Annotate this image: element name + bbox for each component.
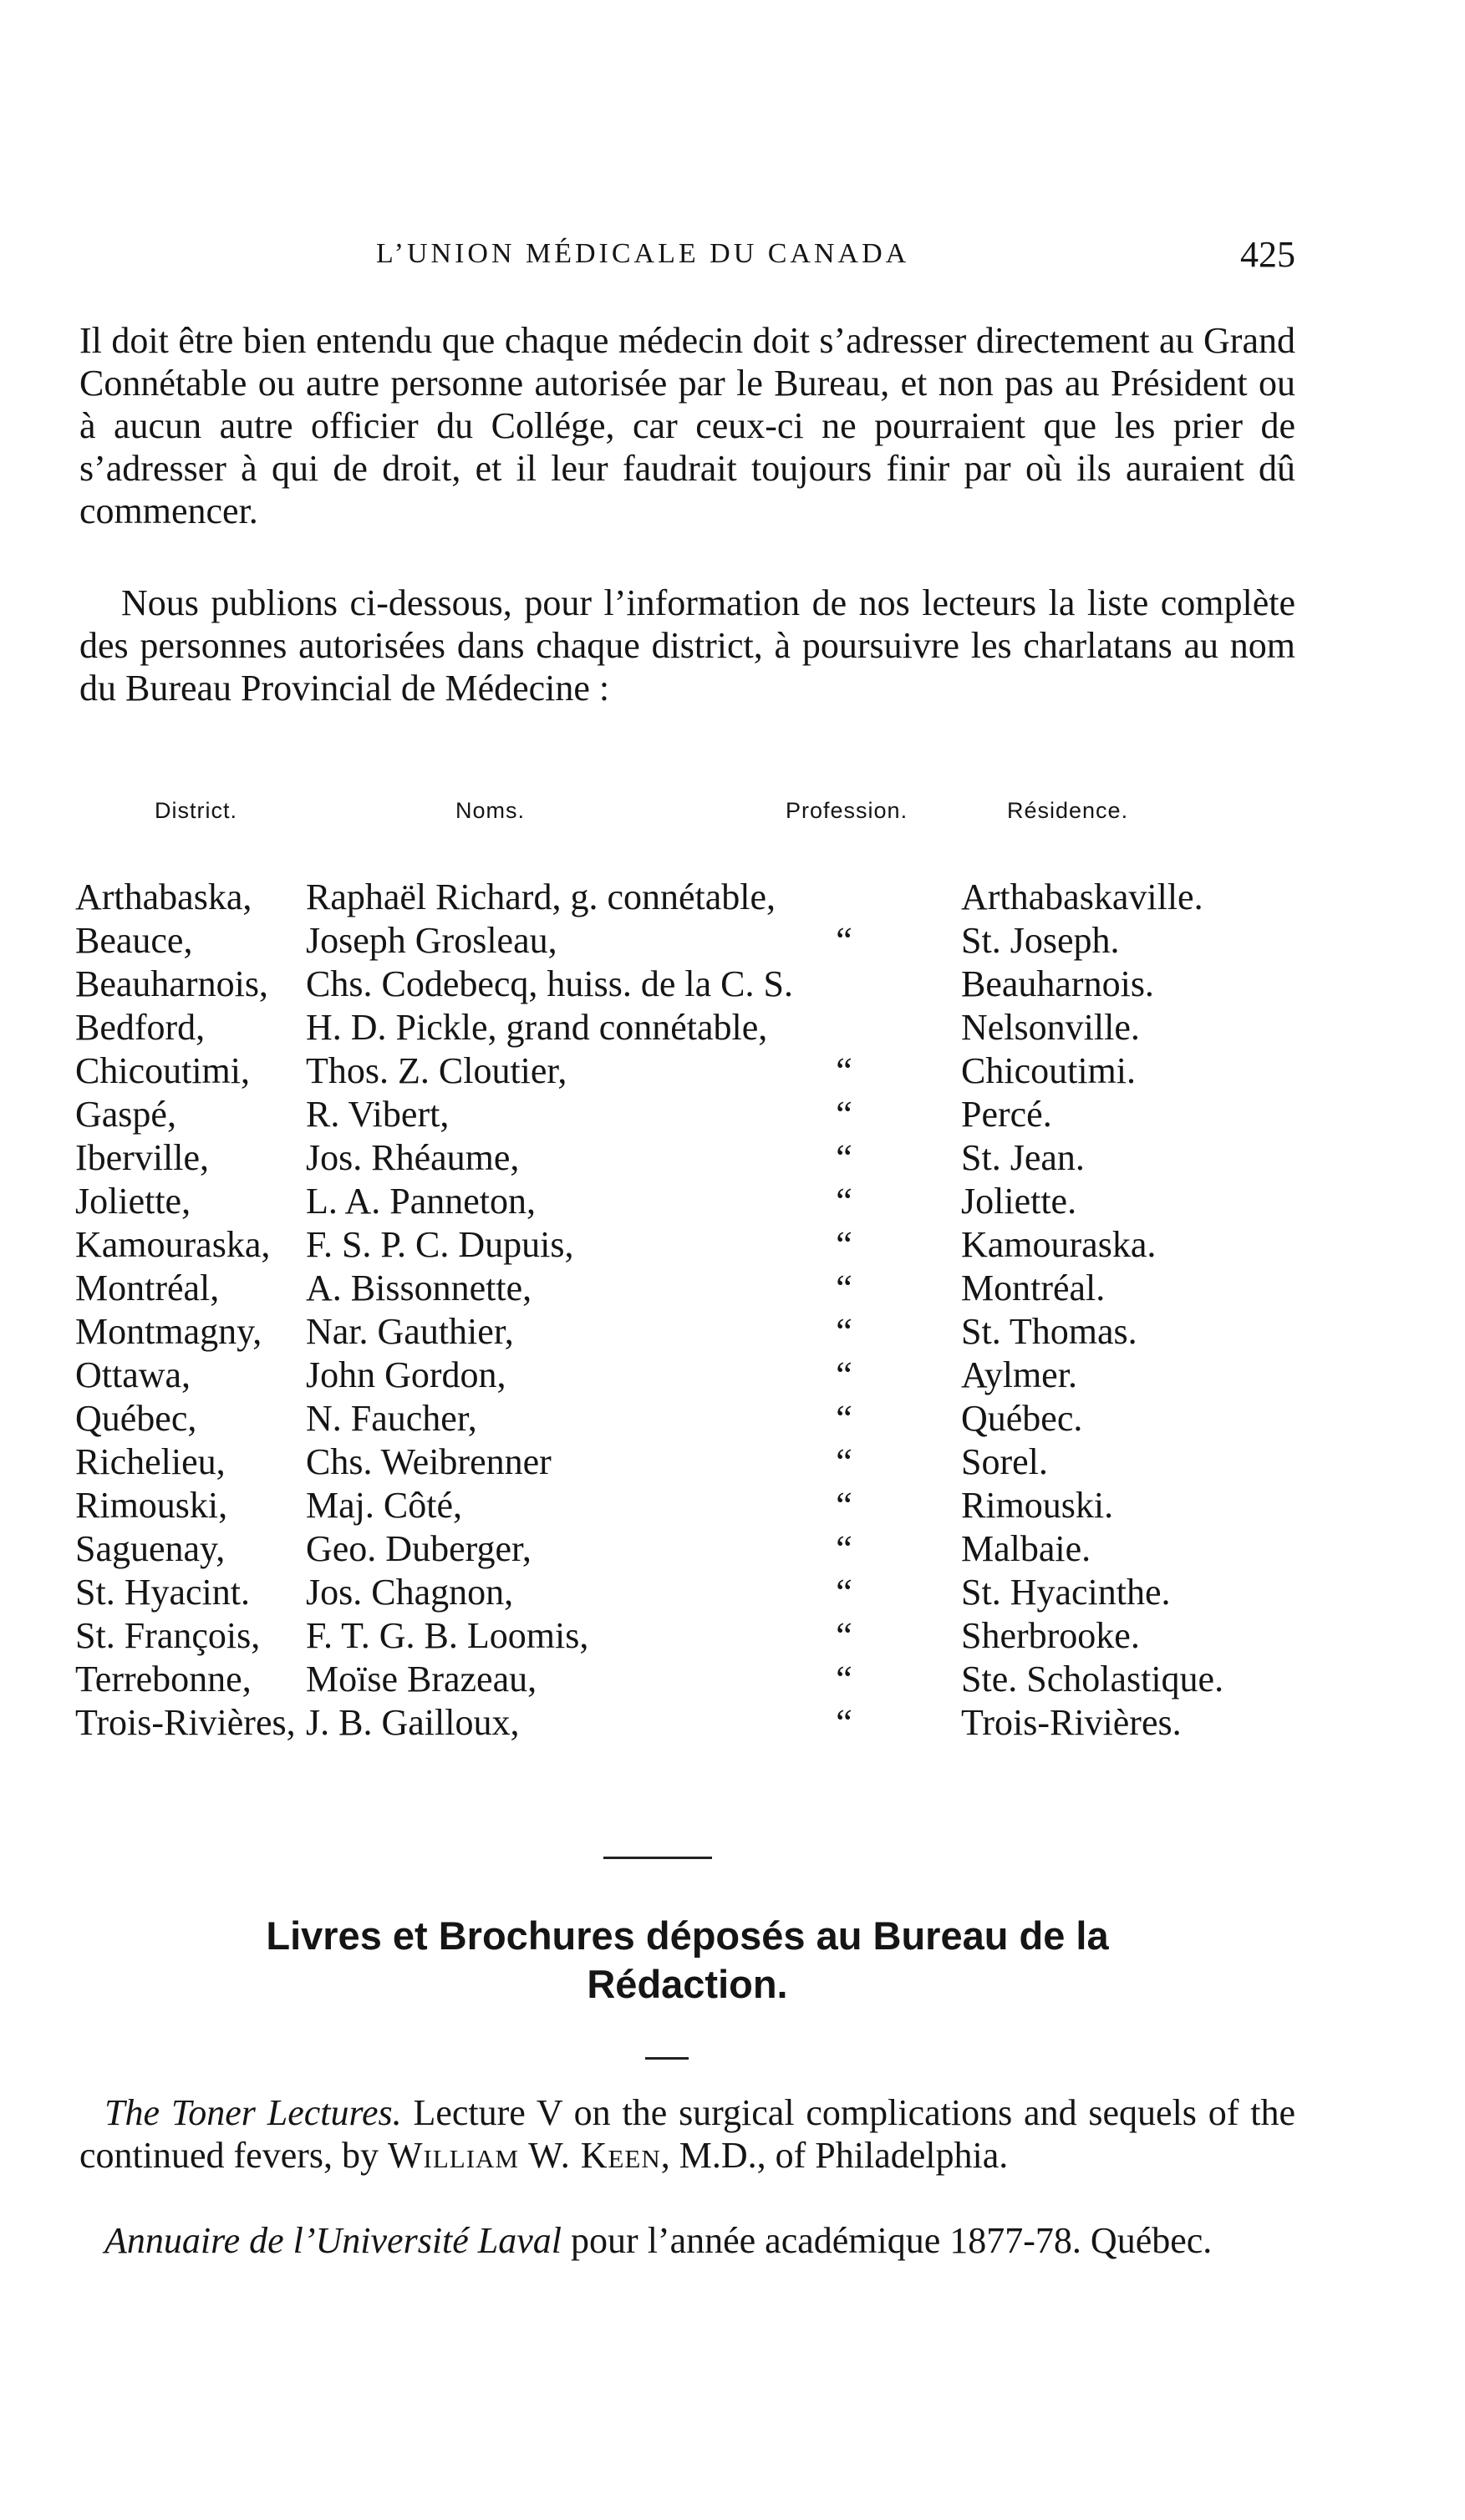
district-cell: Chicoutimi, <box>75 1050 250 1091</box>
residence-cell: Percé. <box>961 1094 1052 1135</box>
residence-cell: St. Thomas. <box>961 1311 1137 1352</box>
header-district: District. <box>155 798 237 823</box>
district-cell: Montréal, <box>75 1268 220 1308</box>
district-cell: Trois-Rivières, <box>75 1702 296 1743</box>
district-cell: Richelieu, <box>75 1441 226 1482</box>
name-cell: Thos. Z. Cloutier, <box>306 1050 567 1091</box>
residence-cell: St. Joseph. <box>961 920 1120 961</box>
book-description: Lecture V on the surgical complications and sequels of the continued fevers, by <box>79 2092 1295 2176</box>
profession-cell: “ <box>836 1485 852 1526</box>
name-cell: F. T. G. B. Loomis, <box>306 1615 589 1656</box>
name-cell: Jos. Chagnon, <box>306 1572 514 1613</box>
profession-cell: “ <box>836 1094 852 1135</box>
residence-cell: Aylmer. <box>961 1354 1077 1395</box>
book-description: pour l’année académique 1877-78. Québec. <box>562 2220 1213 2261</box>
paragraph-list-intro: Nous publions ci-dessous, pour l’information de nos lecteurs la liste complète des personnes autorisées dans chaque district, à poursuivre les charlatans au nom du Bureau Provincial de Médecine : <box>79 582 1295 709</box>
residence-cell: Joliette. <box>961 1181 1077 1222</box>
district-cell: Iberville, <box>75 1137 210 1178</box>
district-cell: Québec, <box>75 1398 197 1439</box>
district-cell: Beauce, <box>75 920 193 961</box>
book-author: William W. Keen <box>388 2135 661 2176</box>
book-author-suffix: , M.D., of Philadelphia. <box>660 2135 1009 2176</box>
profession-cell: “ <box>836 1137 852 1178</box>
table-row <box>0 1267 1465 1308</box>
table-row <box>0 1354 1465 1395</box>
profession-cell: “ <box>836 1398 852 1439</box>
table-row <box>0 1701 1465 1743</box>
header-profession: Profession. <box>786 798 908 823</box>
district-cell: Terrebonne, <box>75 1659 252 1699</box>
table-row <box>0 1484 1465 1526</box>
residence-cell: St. Hyacinthe. <box>961 1572 1171 1613</box>
district-cell: Ottawa, <box>75 1354 191 1395</box>
table-row <box>0 1093 1465 1135</box>
district-cell: Beauharnois, <box>75 963 268 1004</box>
name-cell: John Gordon, <box>306 1354 506 1395</box>
table-row <box>0 1180 1465 1222</box>
table-row <box>0 1397 1465 1439</box>
header-names: Noms. <box>455 798 526 823</box>
name-cell: Moïse Brazeau, <box>306 1659 537 1699</box>
running-title: L’UNION MÉDICALE DU CANADA <box>376 238 910 269</box>
name-cell: Raphaël Richard, g. connétable, <box>306 876 776 917</box>
paragraph-instructions: Il doit être bien entendu que chaque médecin doit s’adresser directement au Grand Connétable ou autre personne autorisée par le Bureau, et non pas au Président ou à aucun autre officier du Collége, car ceux-ci ne pourraient que les prier de s’adresser à qui de droit, et il leur faudrait toujours finir par où ils auraient dû commencer. <box>79 320 1295 531</box>
table-row <box>0 1006 1465 1048</box>
profession-cell: “ <box>836 1702 852 1743</box>
profession-cell: “ <box>836 1181 852 1222</box>
residence-cell: Kamouraska. <box>961 1224 1157 1265</box>
table-header <box>0 798 1465 835</box>
table-row <box>0 1136 1465 1178</box>
table-row <box>0 1440 1465 1482</box>
table-row <box>0 876 1465 917</box>
table-row <box>0 1658 1465 1699</box>
section-divider <box>603 1857 712 1859</box>
name-cell: Jos. Rhéaume, <box>306 1137 520 1178</box>
district-cell: Arthabaska, <box>75 876 252 917</box>
residence-cell: Ste. Scholastique. <box>961 1659 1224 1699</box>
profession-cell: “ <box>836 1659 852 1699</box>
table-row <box>0 963 1465 1004</box>
profession-cell: “ <box>836 1615 852 1656</box>
page-number: 425 <box>1240 234 1295 275</box>
table-row <box>0 1614 1465 1656</box>
table-row <box>0 1223 1465 1265</box>
residence-cell: Sherbrooke. <box>961 1615 1140 1656</box>
profession-cell: “ <box>836 1224 852 1265</box>
district-cell: Gaspé, <box>75 1094 176 1135</box>
name-cell: H. D. Pickle, grand connétable, <box>306 1007 768 1048</box>
name-cell: N. Faucher, <box>306 1398 477 1439</box>
residence-cell: Montréal. <box>961 1268 1106 1308</box>
profession-cell: “ <box>836 1311 852 1352</box>
name-cell: J. B. Gailloux, <box>306 1702 520 1743</box>
table-row <box>0 1310 1465 1352</box>
residence-cell: Malbaie. <box>961 1528 1091 1569</box>
name-cell: Maj. Côté, <box>306 1485 462 1526</box>
residence-cell: St. Jean. <box>961 1137 1085 1178</box>
residence-cell: Québec. <box>961 1398 1083 1439</box>
name-cell: Chs. Weibrenner <box>306 1441 552 1482</box>
profession-cell: “ <box>836 920 852 961</box>
profession-cell: “ <box>836 1441 852 1482</box>
residence-cell: Rimouski. <box>961 1485 1114 1526</box>
district-cell: Saguenay, <box>75 1528 226 1569</box>
book-entry <box>79 2091 1295 2177</box>
name-cell: L. A. Panneton, <box>306 1181 536 1222</box>
name-cell: Chs. Codebecq, huiss. de la C. S. <box>306 963 793 1004</box>
header-residence: Résidence. <box>1007 798 1129 823</box>
district-cell: Joliette, <box>75 1181 191 1222</box>
name-cell: Geo. Duberger, <box>306 1528 532 1569</box>
section-heading-line-2: Rédaction. <box>587 1962 788 2006</box>
name-cell: Nar. Gauthier, <box>306 1311 514 1352</box>
residence-cell: Chicoutimi. <box>961 1050 1136 1091</box>
district-cell: Bedford, <box>75 1007 206 1048</box>
book-title: The Toner Lectures. <box>104 2092 402 2133</box>
name-cell: F. S. P. C. Dupuis, <box>306 1224 574 1265</box>
book-entry <box>79 2219 1295 2262</box>
running-head <box>79 234 1295 288</box>
district-cell: Kamouraska, <box>75 1224 271 1265</box>
district-cell: St. François, <box>75 1615 261 1656</box>
name-cell: Joseph Grosleau, <box>306 920 557 961</box>
district-cell: Rimouski, <box>75 1485 228 1526</box>
residence-cell: Sorel. <box>961 1441 1048 1482</box>
profession-cell: “ <box>836 1354 852 1395</box>
name-cell: A. Bissonnette, <box>306 1268 532 1308</box>
profession-cell: “ <box>836 1572 852 1613</box>
residence-cell: Nelsonville. <box>961 1007 1140 1048</box>
table-row <box>0 1571 1465 1613</box>
residence-cell: Arthabaskaville. <box>961 876 1203 917</box>
profession-cell: “ <box>836 1050 852 1091</box>
table-row <box>0 919 1465 961</box>
section-heading <box>79 1912 1295 2009</box>
name-cell: R. Vibert, <box>306 1094 450 1135</box>
residence-cell: Beauharnois. <box>961 963 1154 1004</box>
table-row <box>0 1049 1465 1091</box>
residence-cell: Trois-Rivières. <box>961 1702 1182 1743</box>
book-title: Annuaire de l’Université Laval <box>104 2220 562 2261</box>
table-row <box>0 1527 1465 1569</box>
district-cell: Montmagny, <box>75 1311 262 1352</box>
heading-rule <box>645 2057 689 2060</box>
section-heading-line-1: Livres et Brochures déposés au Bureau de la <box>266 1913 1109 1958</box>
profession-cell: “ <box>836 1268 852 1308</box>
district-cell: St. Hyacint. <box>75 1572 250 1613</box>
profession-cell: “ <box>836 1528 852 1569</box>
